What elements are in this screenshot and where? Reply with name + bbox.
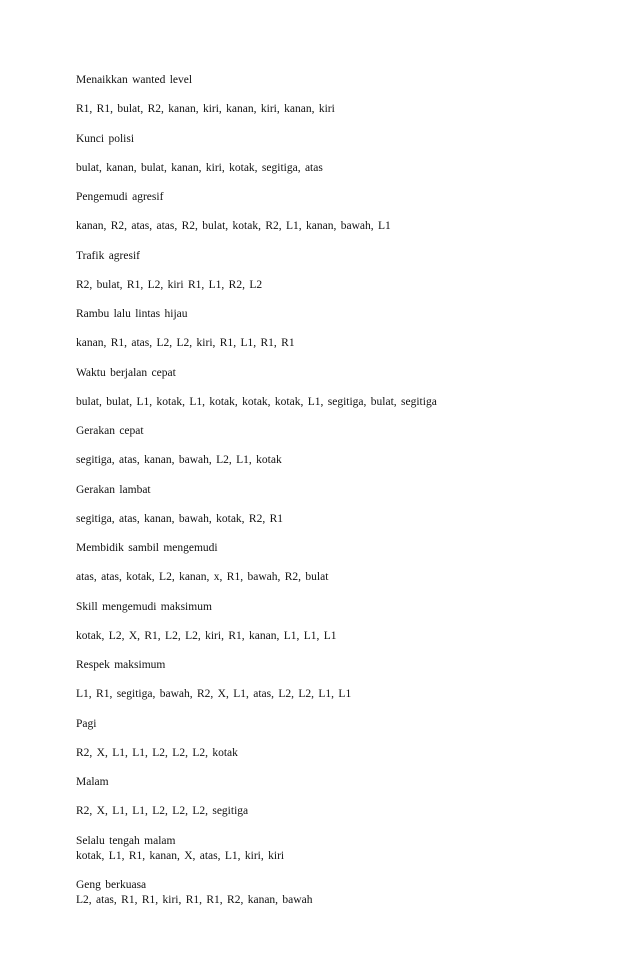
cheat-code: bulat, bulat, L1, kotak, L1, kotak, kotak, kotak, L1, segitiga, bulat, segitiga bbox=[76, 396, 437, 408]
cheat-title: Skill mengemudi maksimum bbox=[76, 601, 212, 613]
cheat-code: segitiga, atas, kanan, bawah, kotak, R2, R1 bbox=[76, 513, 284, 525]
cheat-title: Respek maksimum bbox=[76, 659, 166, 671]
cheat-code: kotak, L1, R1, kanan, X, atas, L1, kiri, kiri bbox=[76, 850, 285, 862]
cheat-code: L1, R1, segitiga, bawah, R2, X, L1, atas, L2, L2, L1, L1 bbox=[76, 688, 352, 700]
cheat-code: kanan, R2, atas, atas, R2, bulat, kotak, R2, L1, kanan, bawah, L1 bbox=[76, 220, 391, 232]
cheat-title: Pengemudi agresif bbox=[76, 191, 164, 203]
cheat-code: L2, atas, R1, R1, kiri, R1, R1, R2, kanan, bawah bbox=[76, 894, 313, 906]
cheat-title: Waktu berjalan cepat bbox=[76, 367, 176, 379]
cheat-title: Menaikkan wanted level bbox=[76, 74, 193, 86]
cheat-title: Gerakan lambat bbox=[76, 484, 151, 496]
cheat-title: Trafik agresif bbox=[76, 250, 140, 262]
cheat-code: kotak, L2, X, R1, L2, L2, kiri, R1, kanan, L1, L1, L1 bbox=[76, 630, 337, 642]
cheat-code: atas, atas, kotak, L2, kanan, x, R1, bawah, R2, bulat bbox=[76, 571, 329, 583]
cheat-title: Kunci polisi bbox=[76, 133, 135, 145]
cheat-title: Membidik sambil mengemudi bbox=[76, 542, 218, 554]
cheat-code: R1, R1, bulat, R2, kanan, kiri, kanan, kiri, kanan, kiri bbox=[76, 103, 335, 115]
cheat-title: Geng berkuasa bbox=[76, 879, 147, 891]
cheat-title: Malam bbox=[76, 776, 109, 788]
cheat-code: kanan, R1, atas, L2, L2, kiri, R1, L1, R1, R1 bbox=[76, 337, 295, 349]
cheat-title: Selalu tengah malam bbox=[76, 835, 176, 847]
cheat-code: segitiga, atas, kanan, bawah, L2, L1, kotak bbox=[76, 454, 282, 466]
cheat-code: R2, bulat, R1, L2, kiri R1, L1, R2, L2 bbox=[76, 279, 263, 291]
cheat-code: bulat, kanan, bulat, kanan, kiri, kotak, segitiga, atas bbox=[76, 162, 323, 174]
cheat-code: R2, X, L1, L1, L2, L2, L2, kotak bbox=[76, 747, 238, 759]
cheat-title: Gerakan cepat bbox=[76, 425, 144, 437]
cheat-title: Pagi bbox=[76, 718, 97, 730]
cheat-title: Rambu lalu lintas hijau bbox=[76, 308, 188, 320]
cheat-code: R2, X, L1, L1, L2, L2, L2, segitiga bbox=[76, 805, 249, 817]
